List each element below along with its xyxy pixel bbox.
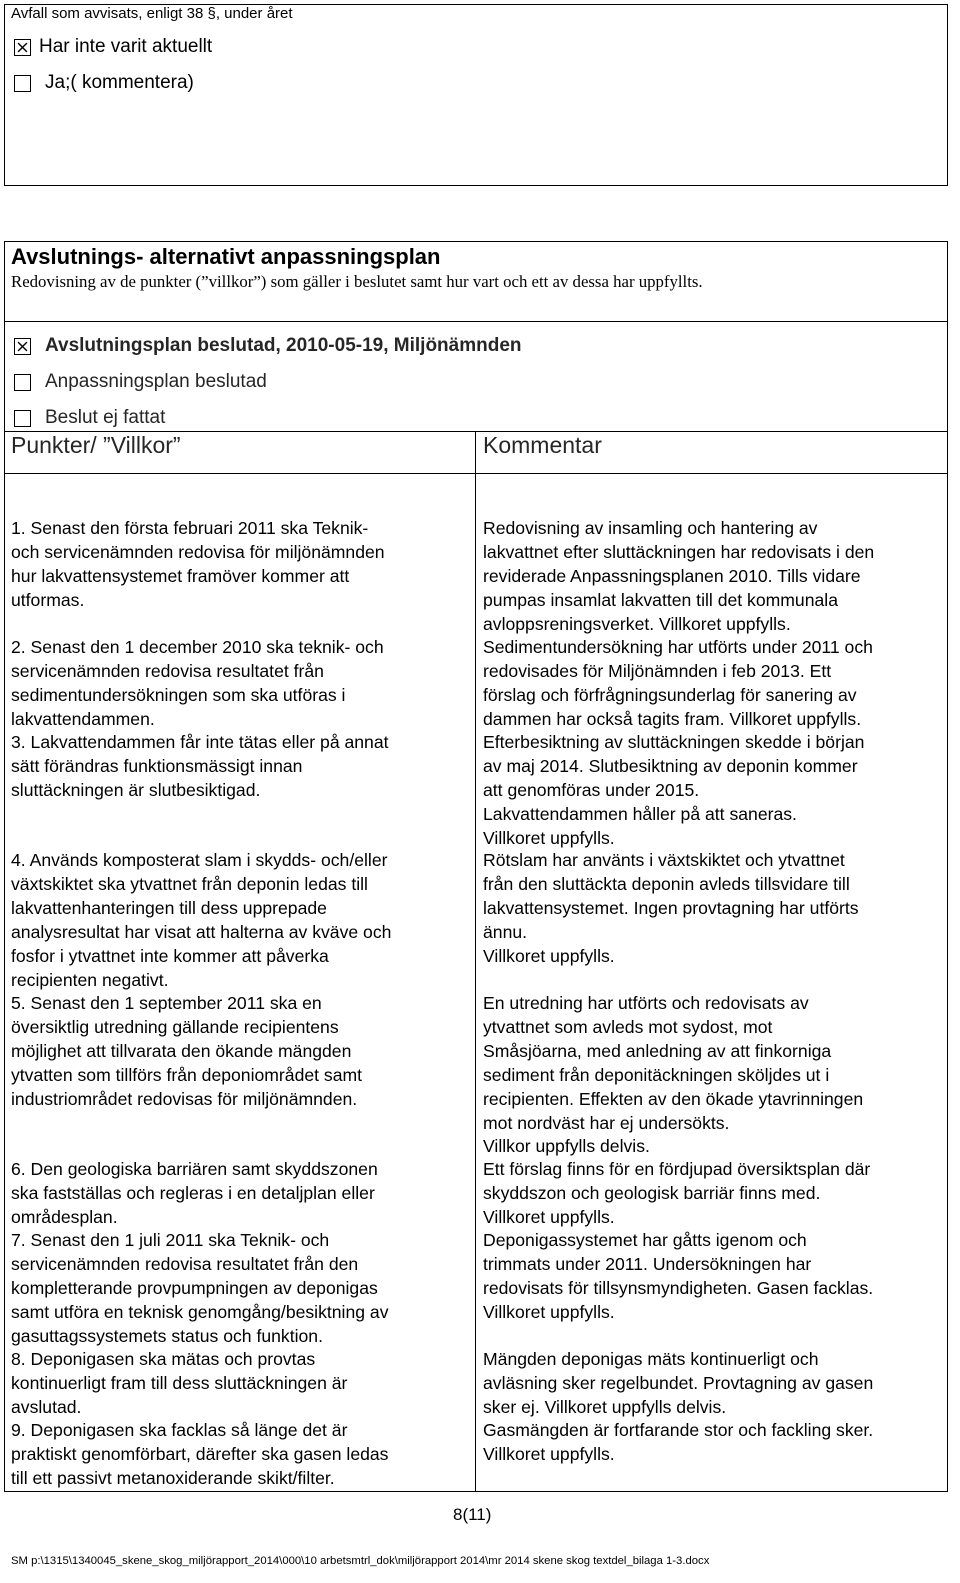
condition-2: 2. Senast den 1 december 2010 ska teknik- och servicenämnden redovisa resultatet från sedimentundersökningen som ska utföras i lakvattendammen. (11, 637, 384, 729)
closure-plan-subtitle: Redovisning av de punkter (”villkor”) som gäller i beslutet samt hur vart och ett av dessa har uppfyllts. (11, 272, 703, 291)
option-not-applicable-label: Har inte varit aktuellt (39, 36, 213, 57)
comment-2: Sedimentundersökning har utförts under 2011 och redovisades för Miljönämnden i feb 2013. Ett förslag och förfrågningsunderlag för sanering av dammen har också tagits fram. Villkoret uppfylls. (483, 637, 873, 729)
header-divider (4, 321, 948, 322)
option-no-decision-label: Beslut ej fattat (45, 407, 166, 428)
condition-9: 9. Deponigasen ska facklas så länge det är praktiskt genomförbart, därefter ska gasen ledas till ett passivt metanoxiderande skikt/filter. (11, 1420, 389, 1488)
comment-1: Redovisning av insamling och hantering av lakvattnet efter sluttäckningen har redovisats i den reviderade Anpassningsplanen 2010. Tills vidare pumpas insamlat lakvatten till det kommunala avloppsreningsverket. Villkoret uppfylls. (483, 518, 875, 634)
column-header-divider (4, 473, 948, 474)
checkbox-adaptation-plan-decided[interactable] (14, 374, 31, 391)
closure-plan-title: Avslutnings- alternativt anpassningsplan (11, 244, 441, 269)
condition-5: 5. Senast den 1 september 2011 ska en översiktlig utredning gällande recipientens möjlighet att tillvarata den ökande mängden ytvatten som tillförs från deponiområdet samt industriområdet redovisas för miljönämnden. (11, 993, 363, 1109)
condition-3: 3. Lakvattendammen får inte tätas eller på annat sätt förändras funktionsmässigt innan sluttäckningen är slutbesiktigad. (11, 732, 389, 800)
page-number: 8(11) (453, 1505, 492, 1524)
checkbox-closure-plan-decided[interactable] (14, 338, 31, 355)
comment-3: Efterbesiktning av sluttäckningen skedde i början av maj 2014. Slutbesiktning av deponin kommer att genomföras under 2015. Lakvattendammen håller på att saneras. Villkoret uppfylls. (483, 732, 865, 848)
option-closure-plan-decided-label: Avslutningsplan beslutad, 2010-05-19, Miljönämnden (45, 335, 522, 356)
checkbox-not-applicable[interactable] (14, 39, 31, 56)
column-header-comment: Kommentar (483, 432, 602, 458)
condition-8: 8. Deponigasen ska mätas och provtas kontinuerligt fram till dess sluttäckningen är avslutad. (11, 1349, 348, 1417)
rejected-waste-box (4, 4, 948, 186)
condition-6: 6. Den geologiska barriären samt skyddszonen ska fastställas och regleras i en detaljplan eller områdesplan. (11, 1159, 378, 1227)
rejected-waste-heading: Avfall som avvisats, enligt 38 §, under året (11, 5, 293, 22)
condition-7: 7. Senast den 1 juli 2011 ska Teknik- och servicenämnden redovisa resultatet från den kompletterande provpumpningen av deponigas samt utföra en teknisk genomgång/besiktning av gasuttagssystemets status och funktion. (11, 1230, 389, 1346)
checkbox-yes-comment[interactable] (14, 75, 31, 92)
condition-4: 4. Används komposterat slam i skydds- och/eller växtskiktet ska ytvattnet från deponin ledas till lakvattenhanteringen till dess upprepade analysresultat har visat att halterna av kväve och fosfor i ytvattnet inte kommer att påverka recipienten negativt. (11, 850, 392, 990)
comment-4: Rötslam har använts i växtskiktet och ytvattnet från den sluttäckta deponin avleds tillsvidare till lakvattensystemet. Ingen provtagning har utförts ännu. Villkoret uppfylls. (483, 850, 859, 966)
comment-7: Deponigassystemet har gåtts igenom och trimmats under 2011. Undersökningen har redovisats för tillsynsmyndigheten. Gasen facklas. Villkoret uppfylls. (483, 1230, 874, 1322)
column-divider (475, 431, 476, 1492)
comment-5: En utredning har utförts och redovisats av ytvattnet som avleds mot sydost, mot Småsjöarna, med anledning av att finkorniga sediment från deponitäckningen sköljdes ut i recipienten. Effekten av den ökade ytavrinningen mot nordväst har ej undersökts. Villkor uppfylls delvis. (483, 993, 864, 1157)
option-yes-comment-label: Ja;( kommentera) (45, 72, 194, 93)
comment-6: Ett förslag finns för en fördjupad översiktsplan där skyddszon och geologisk barriär finns med. Villkoret uppfylls. (483, 1159, 871, 1227)
comment-8: Mängden deponigas mäts kontinuerligt och avläsning sker regelbundet. Provtagning av gasen sker ej. Villkoret uppfylls delvis. (483, 1349, 874, 1417)
condition-1: 1. Senast den första februari 2011 ska Teknik- och servicenämnden redovisa för miljönämnden hur lakvattensystemet framöver kommer att utformas. (11, 518, 385, 610)
file-path: SM p:\1315\1340045_skene_skog_miljörapport_2014\000\10 arbetsmtrl_dok\miljörapport 2014\mr 2014 skene skog textdel_bilaga 1-3.docx (11, 1555, 710, 1567)
checkbox-no-decision[interactable] (14, 410, 31, 427)
comment-9: Gasmängden är fortfarande stor och fackling sker. Villkoret uppfylls. (483, 1420, 874, 1464)
column-header-conditions: Punkter/ ”Villkor” (11, 432, 181, 458)
option-adaptation-plan-decided-label: Anpassningsplan beslutad (45, 371, 267, 392)
